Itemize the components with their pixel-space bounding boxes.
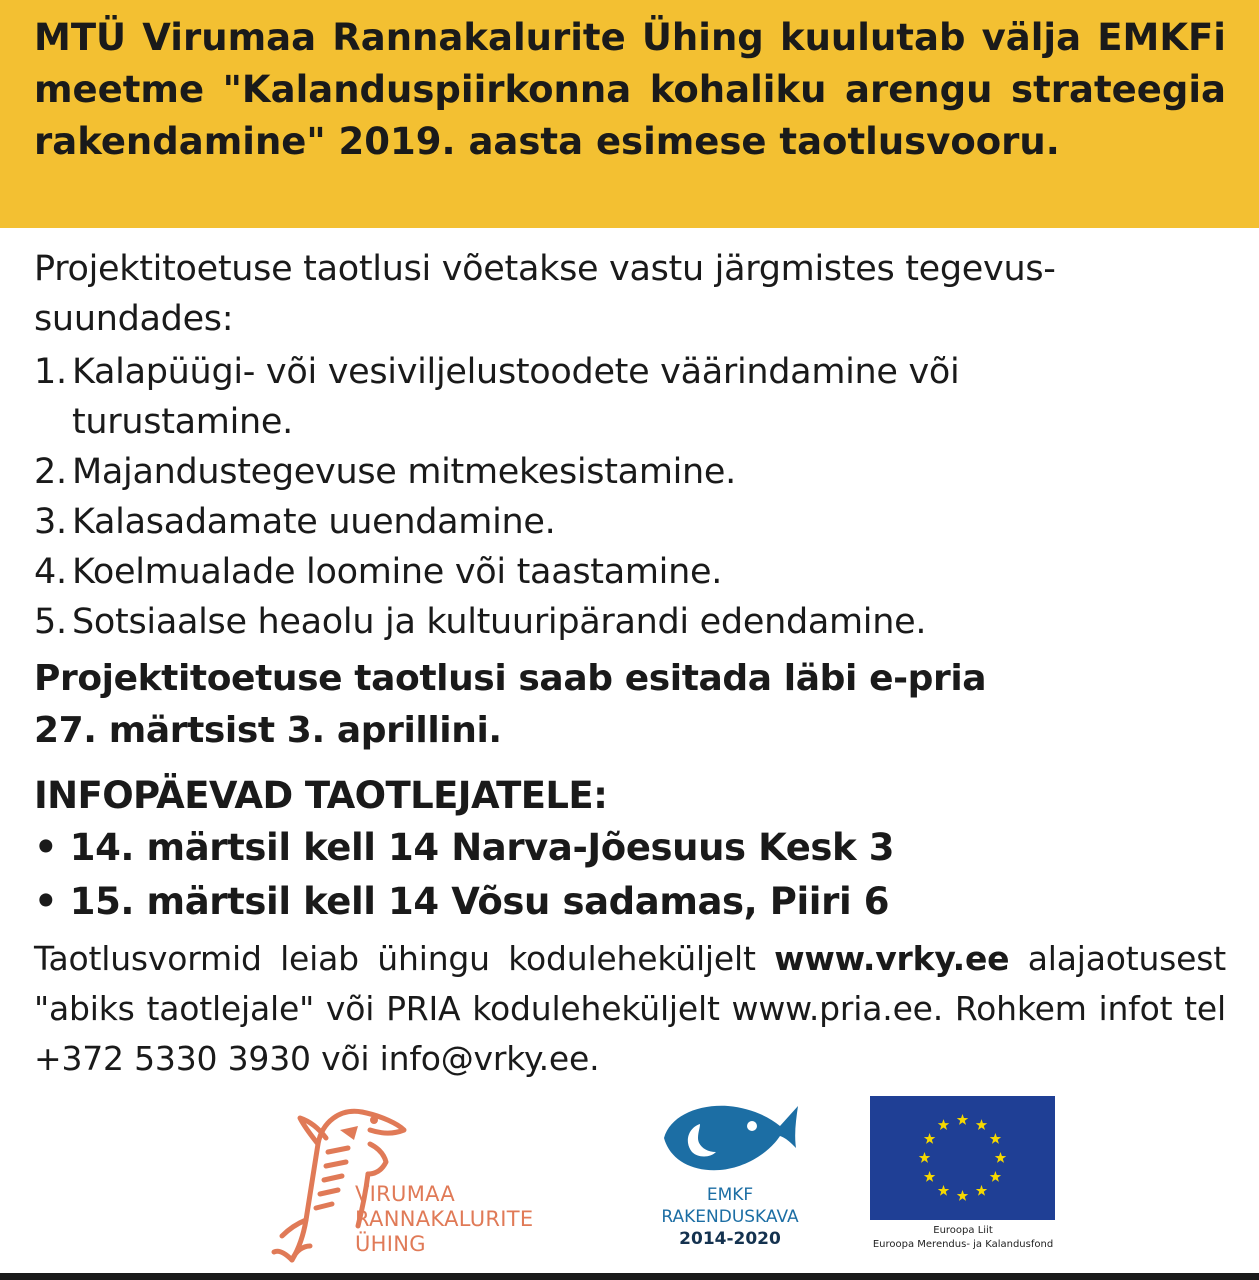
eu-star bbox=[924, 1171, 935, 1182]
emkf-years: 2014-2020 bbox=[679, 1229, 781, 1249]
emkf-logo bbox=[640, 1098, 820, 1263]
list-item-number: 1. bbox=[34, 352, 67, 392]
list-item bbox=[34, 347, 1134, 447]
eu-star bbox=[995, 1152, 1006, 1163]
eu-star bbox=[938, 1185, 949, 1196]
emkf-logo-text bbox=[640, 1184, 820, 1250]
eu-caption-line-1: Euroopa Liit bbox=[933, 1225, 993, 1236]
list-item-number: 3. bbox=[34, 502, 67, 542]
vrky-line-3: ÜHING bbox=[355, 1232, 426, 1256]
list-item-text: Majandustegevuse mitmekesistamine. bbox=[72, 452, 736, 492]
infoday-item: • 15. märtsil kell 14 Võsu sadamas, Piiri 6 bbox=[34, 880, 890, 923]
deadline-line-2: 27. märtsist 3. aprillini. bbox=[34, 710, 502, 751]
emkf-line-1: EMKF bbox=[706, 1185, 754, 1205]
list-item-text: Koelmualade loomine või taastamine. bbox=[72, 552, 723, 592]
eu-star bbox=[924, 1133, 935, 1144]
eu-logo bbox=[868, 1096, 1058, 1261]
list-item bbox=[34, 597, 1134, 647]
list-item-text: Kalapüügi- või vesiviljelustoodete väärindamine või turustamine. bbox=[72, 352, 960, 442]
list-item-text: Sotsiaalse heaolu ja kultuuripärandi edendamine. bbox=[72, 602, 927, 642]
eu-star bbox=[957, 1114, 968, 1125]
list-item-number: 4. bbox=[34, 552, 67, 592]
announcement-headline: MTÜ Virumaa Rannakalurite Ühing kuulutab välja EMKFi meetme "Kalanduspiirkonna kohaliku arengu strateegia rakendamine" 2019. aasta esimese taotlusvooru. bbox=[34, 16, 1226, 163]
eu-star bbox=[990, 1171, 1001, 1182]
closing-text-part-1: Taotlusvormid leiab ühingu koduleheküljelt bbox=[34, 939, 775, 978]
eu-stars bbox=[870, 1096, 1055, 1220]
website-link[interactable]: www.vrky.ee bbox=[774, 939, 1010, 978]
intro-text: Projektitoetuse taotlusi võetakse vastu järgmistes tegevussuundades: bbox=[34, 249, 1056, 339]
infoday-item: • 14. märtsil kell 14 Narva-Jõesuus Kesk 3 bbox=[34, 826, 895, 869]
eu-star bbox=[938, 1119, 949, 1130]
list-item-number: 2. bbox=[34, 452, 67, 492]
list-item-text: Kalasadamate uuendamine. bbox=[72, 502, 556, 542]
closing-paragraph bbox=[34, 934, 1226, 1084]
vrky-line-1: VIRUMAA bbox=[355, 1182, 456, 1206]
closing-text-part-2: alajaotusest "abiks taotlejale" või PRIA koduleheküljelt www.pria.ee. Rohkem infot tel +372 5330 3930 või info@vrky.ee. bbox=[34, 939, 1226, 1078]
fish-wave-icon bbox=[640, 1098, 820, 1178]
vrky-logo bbox=[270, 1100, 570, 1265]
list-item bbox=[34, 447, 1134, 497]
eu-star bbox=[976, 1119, 987, 1130]
list-item-number: 5. bbox=[34, 602, 67, 642]
list-item bbox=[34, 547, 1134, 597]
vrky-line-2: RANNAKALURITE bbox=[355, 1207, 534, 1231]
eu-star bbox=[990, 1133, 1001, 1144]
eu-flag-icon bbox=[870, 1096, 1055, 1220]
deadline-notice bbox=[34, 653, 1226, 757]
infodays-list bbox=[34, 821, 894, 929]
infodays-title: INFOPÄEVAD TAOTLEJATELE: bbox=[34, 774, 608, 817]
eu-star bbox=[957, 1190, 968, 1201]
eu-caption bbox=[868, 1224, 1058, 1252]
directions-list bbox=[34, 347, 1134, 647]
emkf-line-2: RAKENDUSKAVA bbox=[661, 1207, 799, 1227]
vrky-logo-text bbox=[355, 1182, 533, 1257]
deadline-line-1: Projektitoetuse taotlusi saab esitada läbi e-pria bbox=[34, 658, 987, 699]
eu-star bbox=[919, 1152, 930, 1163]
bottom-rule bbox=[0, 1273, 1259, 1280]
eu-star bbox=[976, 1185, 987, 1196]
list-item bbox=[34, 497, 1134, 547]
eu-caption-line-2: Euroopa Merendus- ja Kalandusfond bbox=[872, 1239, 1054, 1250]
